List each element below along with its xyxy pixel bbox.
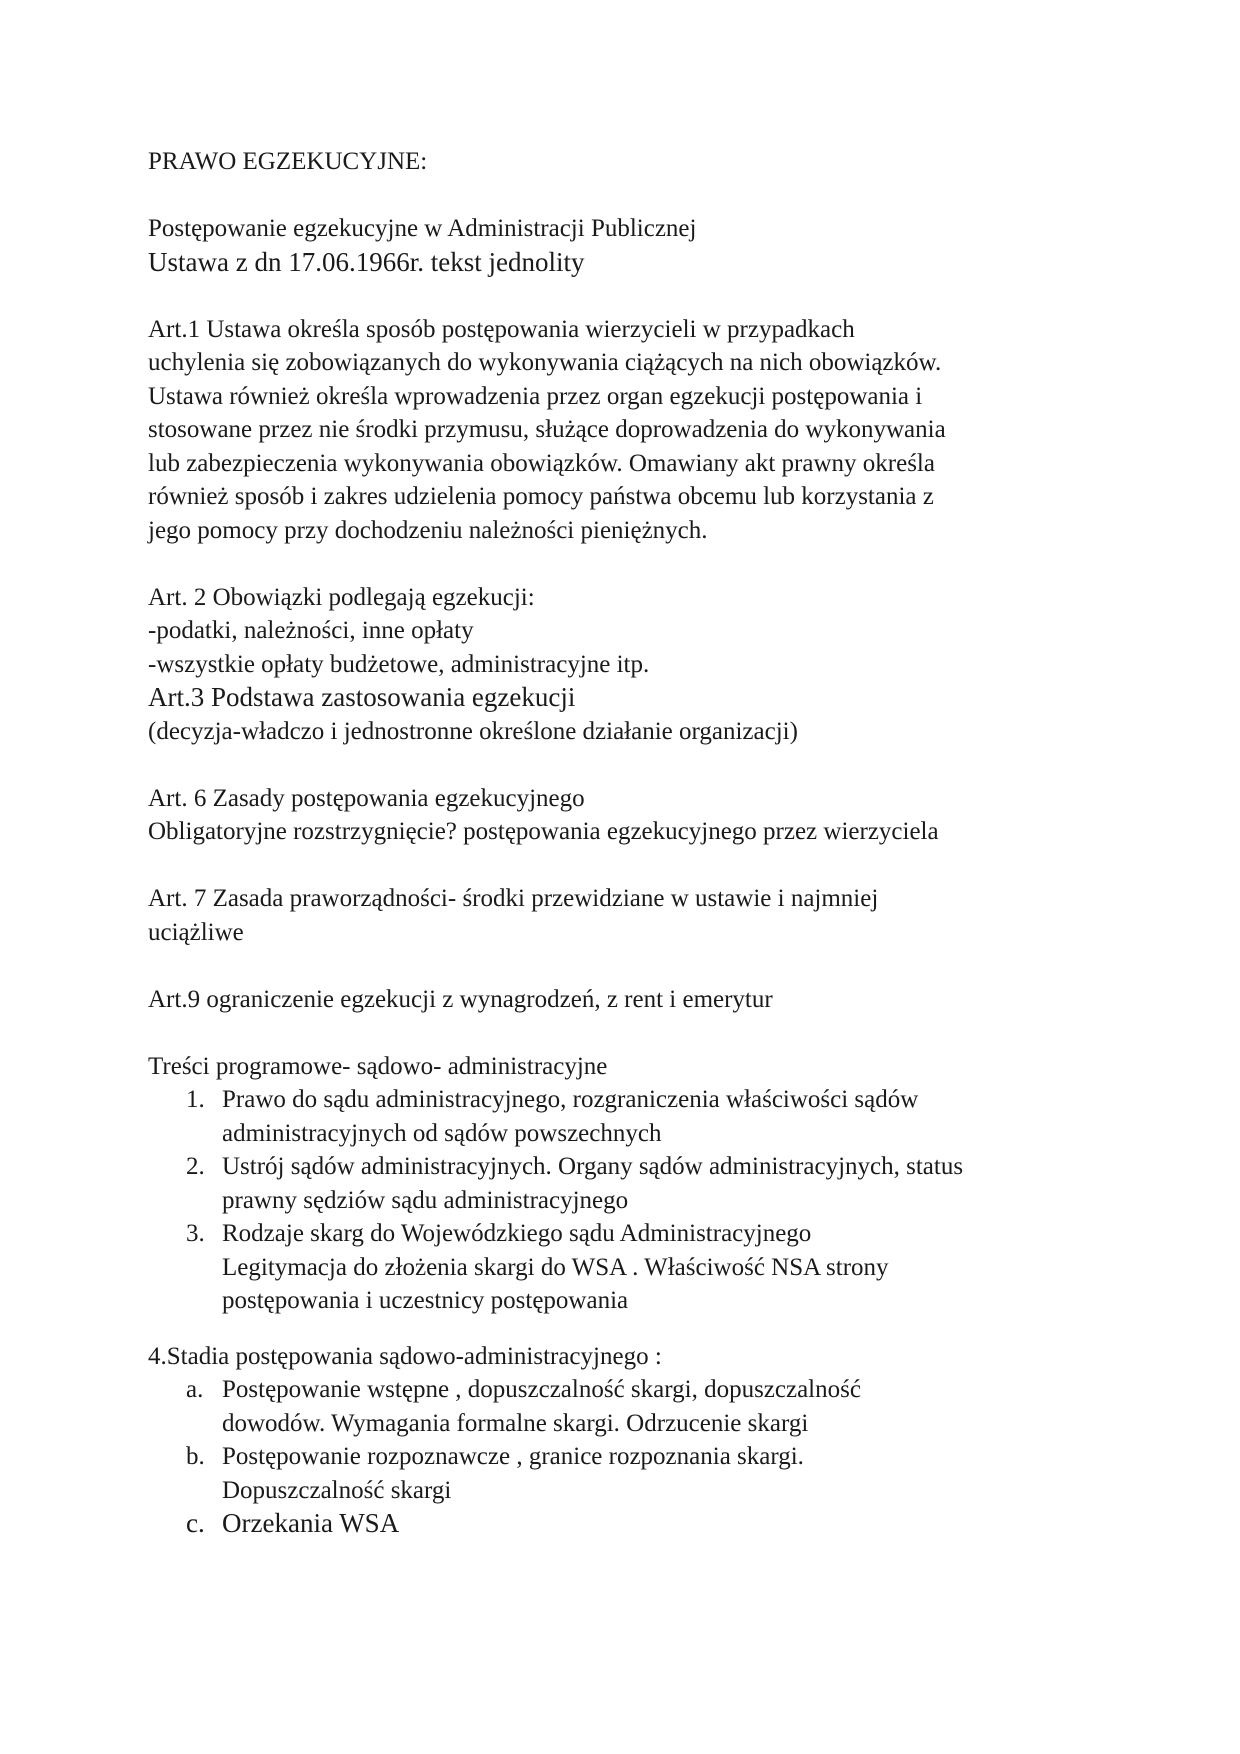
list-number: 1. bbox=[186, 1086, 205, 1113]
art3-heading: Art.3 Podstawa zastosowania egzekucji bbox=[148, 682, 576, 712]
list-item-line: Postępowanie rozpoznawcze , granice rozpoznania skargi. bbox=[222, 1443, 804, 1470]
list-item-line: administracyjnych od sądów powszechnych bbox=[222, 1119, 662, 1147]
act-reference: Ustawa z dn 17.06.1966r. tekst jednolity bbox=[148, 246, 585, 277]
art1-line: lub zabezpieczenia wykonywania obowiązków. Omawiany akt prawny określa bbox=[148, 449, 935, 477]
list-letter: c. bbox=[186, 1508, 205, 1538]
program-list bbox=[148, 1083, 1108, 1318]
list-item-line: Prawo do sądu administracyjnego, rozgraniczenia właściwości sądów bbox=[222, 1086, 919, 1113]
list-number: 2. bbox=[186, 1153, 205, 1180]
art2-item: -podatki, należności, inne opłaty bbox=[148, 617, 474, 644]
list-item bbox=[186, 1083, 1108, 1150]
art1-line: uchylenia się zobowiązanych do wykonywania ciążących na nich obowiązków. bbox=[148, 349, 942, 376]
art6-heading: Art. 6 Zasady postępowania egzekucyjnego bbox=[148, 784, 585, 812]
art6-section bbox=[148, 782, 1108, 849]
program-section bbox=[148, 1050, 1108, 1318]
stages-list bbox=[148, 1373, 1108, 1541]
list-item bbox=[186, 1217, 1108, 1318]
list-item-line: Postępowanie wstępne , dopuszczalność skargi, dopuszczalność bbox=[222, 1376, 861, 1403]
list-item bbox=[186, 1507, 1108, 1541]
program-heading: Treści programowe- sądowo- administracyjne bbox=[148, 1052, 608, 1080]
art2-heading: Art. 2 Obowiązki podlegają egzekucji: bbox=[148, 583, 535, 611]
document-page bbox=[148, 145, 1108, 1541]
list-letter: a. bbox=[186, 1376, 204, 1403]
list-item-line: dowodów. Wymagania formalne skargi. Odrzucenie skargi bbox=[222, 1409, 809, 1437]
art1-paragraph bbox=[148, 313, 1108, 548]
art6-text: Obligatoryjne rozstrzygnięcie? postępowania egzekucyjnego przez wierzyciela bbox=[148, 818, 939, 845]
art7-section bbox=[148, 882, 1108, 949]
stages-heading: 4.Stadia postępowania sądowo-administracyjnego : bbox=[148, 1342, 662, 1370]
document-title: PRAWO EGZEKUCYJNE: bbox=[148, 148, 428, 175]
list-item bbox=[186, 1440, 1108, 1507]
art9-text: Art.9 ograniczenie egzekucji z wynagrodzeń, z rent i emerytur bbox=[148, 985, 773, 1013]
list-letter: b. bbox=[186, 1443, 205, 1470]
art1-line: Ustawa również określa wprowadzenia przez organ egzekucji postępowania i bbox=[148, 382, 923, 410]
art7-line: Art. 7 Zasada praworządności- środki przewidziane w ustawie i najmniej bbox=[148, 885, 879, 912]
art3-section bbox=[148, 681, 1108, 748]
list-item-line: Orzekania WSA bbox=[222, 1508, 400, 1538]
art1-line: Art.1 Ustawa określa sposób postępowania wierzycieli w przypadkach bbox=[148, 315, 855, 343]
document-subtitle: Postępowanie egzekucyjne w Administracji Publicznej bbox=[148, 215, 697, 242]
list-item-line: postępowania i uczestnicy postępowania bbox=[222, 1287, 629, 1314]
art1-line: stosowane przez nie środki przymusu, służące doprowadzenia do wykonywania bbox=[148, 416, 946, 443]
art1-line: również sposób i zakres udzielenia pomocy państwa obcemu lub korzystania z bbox=[148, 483, 934, 510]
art7-line: uciążliwe bbox=[148, 918, 244, 946]
list-item-line: Ustrój sądów administracyjnych. Organy sądów administracyjnych, status bbox=[222, 1153, 964, 1180]
stages-section bbox=[148, 1340, 1108, 1541]
list-item-line: Rodzaje skarg do Wojewódzkiego sądu Administracyjnego bbox=[222, 1220, 812, 1247]
list-item-line: Legitymacja do złożenia skargi do WSA . Właściwość NSA strony bbox=[222, 1253, 889, 1281]
list-item bbox=[186, 1373, 1108, 1440]
art1-line: jego pomocy przy dochodzeniu należności pieniężnych. bbox=[148, 516, 708, 544]
list-number: 3. bbox=[186, 1220, 205, 1247]
list-item-line: prawny sędziów sądu administracyjnego bbox=[222, 1186, 629, 1214]
list-item-line: Dopuszczalność skargi bbox=[222, 1476, 452, 1504]
art3-note: (decyzja-władczo i jednostronne określone działanie organizacji) bbox=[148, 717, 798, 745]
list-item bbox=[186, 1150, 1108, 1217]
art2-section bbox=[148, 581, 1108, 682]
art2-item: -wszystkie opłaty budżetowe, administracyjne itp. bbox=[148, 650, 650, 678]
